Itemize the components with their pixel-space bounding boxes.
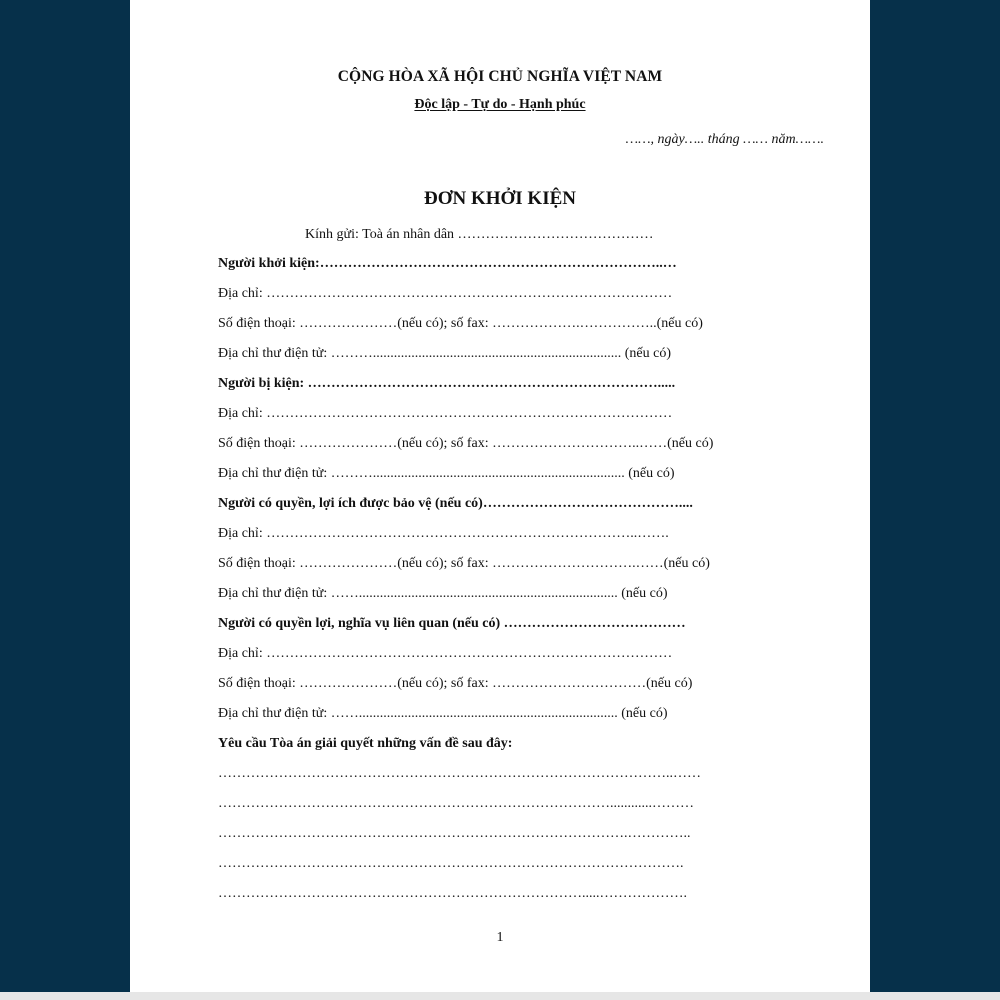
motto-heading (130, 97, 870, 113)
protected-party-line: Người có quyền, lợi ích được bảo vệ (nếu có)…………………………………….... (218, 496, 693, 511)
plaintiff-email-line: Địa chỉ thư điện tử: ………....................................................................... (nếu có) (218, 346, 672, 361)
nation-heading: CỘNG HÒA XÃ HỘI CHỦ NGHĨA VIỆT NAM (337, 68, 663, 85)
protected-party-address-line: Địa chỉ: ……………………………………………………………………..……. (218, 526, 669, 541)
related-party-line: Người có quyền lợi, nghĩa vụ liên quan (nếu có) ………………………………… (218, 616, 686, 631)
request-blank-line: ……………………………………………………………………………………..…… (218, 766, 701, 781)
request-blank-line: …………………………………………………………………………............……… (218, 796, 694, 811)
request-heading: Yêu cầu Tòa án giải quyết những vấn đề sau đây: (218, 736, 513, 751)
motto-text: Độc lập - Tự do - Hạnh phúc (414, 97, 586, 112)
request-blank-line: …………………………………………………………………….....………………. (218, 886, 687, 901)
next-page-edge (0, 992, 1000, 1000)
date-line: ……, ngày….. tháng …… năm……. (625, 132, 824, 147)
related-party-email-line: Địa chỉ thư điện tử: …….......................................................................... (nếu có) (218, 706, 668, 721)
defendant-line: Người bị kiện: …………………………………………………………………..... (218, 376, 676, 391)
protected-party-phone-line: Số điện thoại: …………………(nếu có); số fax: ………………………….……(nếu có) (218, 556, 710, 571)
plaintiff-phone-line: Số điện thoại: …………………(nếu có); số fax: ……………….……………..(nếu có) (218, 316, 703, 331)
defendant-email-line: Địa chỉ thư điện tử: ………........................................................................ (nếu có) (218, 466, 675, 481)
related-party-address-line: Địa chỉ: …………………………………………………………………………… (218, 646, 673, 661)
request-blank-line: …………………………………………………………………………….………….. (218, 826, 691, 841)
page-number: 1 (496, 930, 504, 945)
document-title: ĐƠN KHỞI KIỆN (423, 188, 577, 209)
addressee-line: Kính gửi: Toà án nhân dân …………………………………… (305, 227, 654, 242)
plaintiff-line: Người khởi kiện:………………………………………………………………..… (218, 256, 677, 271)
defendant-address-line: Địa chỉ: …………………………………………………………………………… (218, 406, 673, 421)
related-party-phone-line: Số điện thoại: …………………(nếu có); số fax: ……………………………(nếu có) (218, 676, 693, 691)
defendant-phone-line: Số điện thoại: …………………(nếu có); số fax: …………………………..……(nếu có) (218, 436, 714, 451)
plaintiff-address-line: Địa chỉ: …………………………………………………………………………… (218, 286, 673, 301)
request-blank-line: ………………………………………………………………………………………. (218, 856, 684, 871)
protected-party-email-line: Địa chỉ thư điện tử: …….......................................................................... (nếu có) (218, 586, 668, 601)
document-page (130, 0, 870, 992)
